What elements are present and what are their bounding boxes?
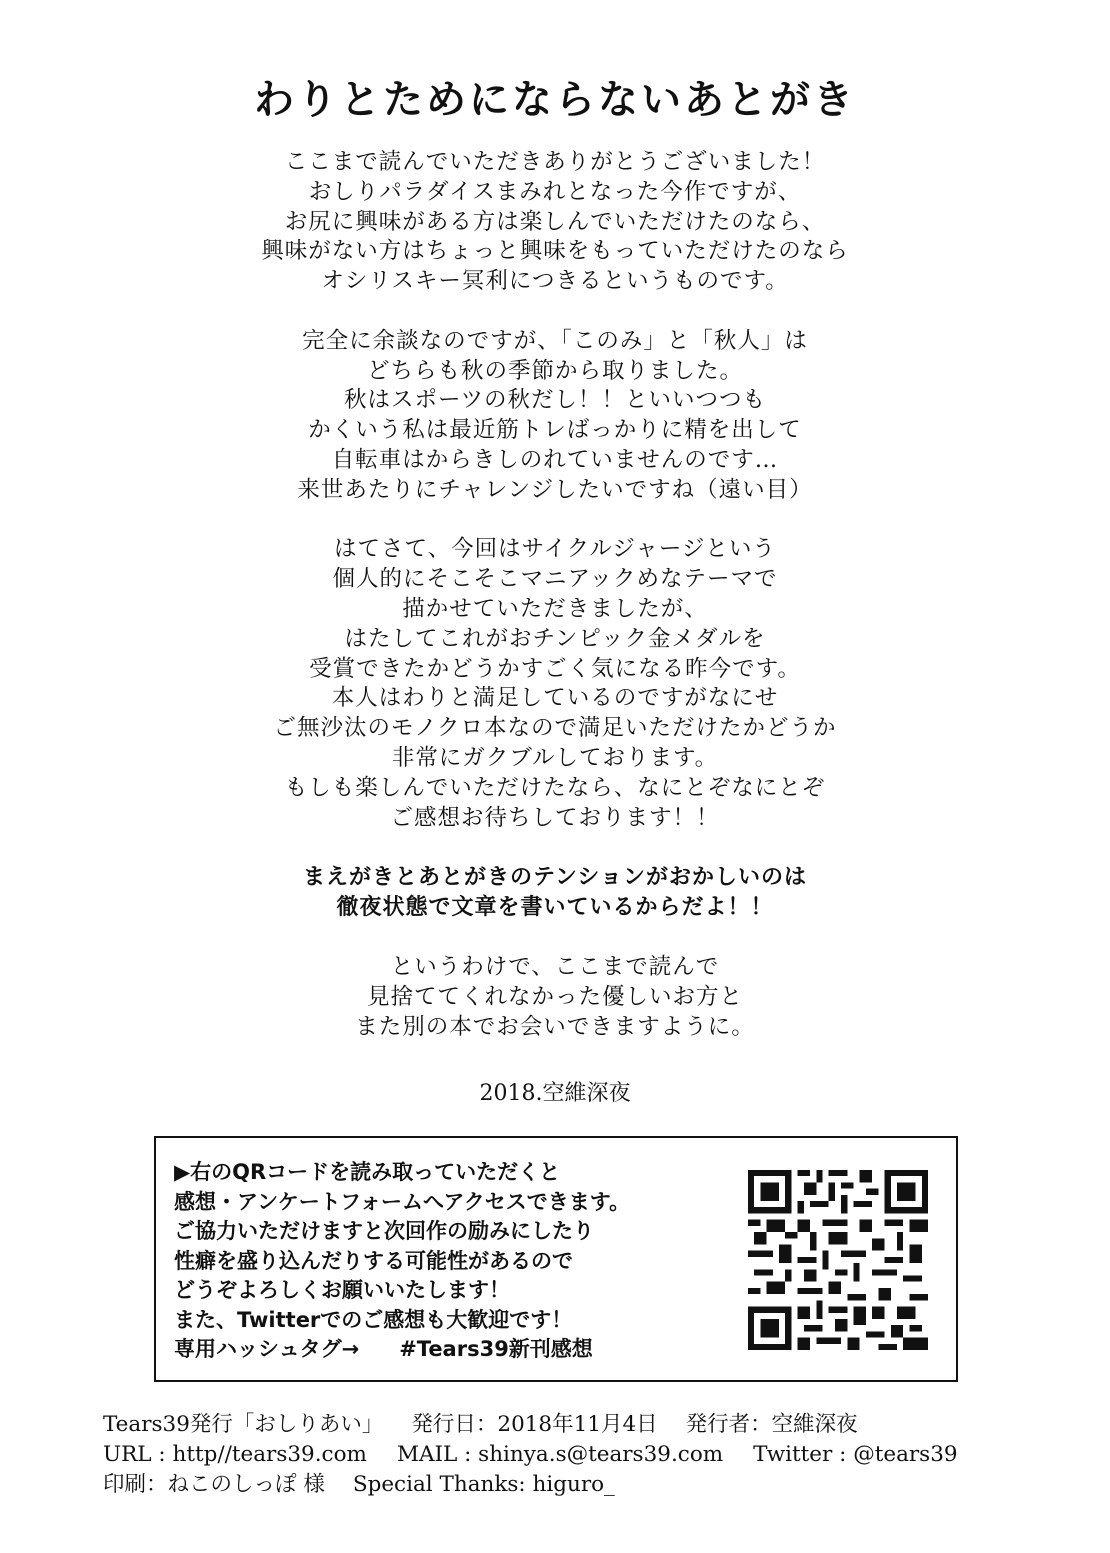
colophon-row-credits	[103, 1470, 1083, 1500]
text-line: 完全に余談なのですが、「このみ」と「秋人」は	[302, 327, 808, 354]
notice-line: 感想・アンケートフォームへアクセスできます。	[174, 1189, 631, 1214]
publisher: 発行者：空維深夜	[685, 1412, 858, 1437]
notice-line: また、Twitterでのご感想も大歓迎です！	[174, 1307, 573, 1332]
closing-paragraph	[0, 953, 1110, 1042]
survey-notice-box	[154, 1136, 958, 1382]
colophon-row-publication	[103, 1410, 1083, 1440]
text-line: 秋はスポーツの秋だし！！といいつつも	[343, 387, 767, 414]
text-line: 来世あたりにチャレンジしたいですね（遠い目）	[297, 476, 813, 503]
book-info: Tears39発行「おしりあい」	[103, 1412, 384, 1437]
afterword-body	[0, 148, 1110, 1042]
text-line: かくいう私は最近筋トレばっかりに精を出して	[308, 417, 802, 444]
notice-line: ご協力いただけますと次回作の励みにしたり	[174, 1219, 594, 1243]
website-url[interactable]: URL : http//tears39.com	[103, 1442, 367, 1467]
hashtag-label: 専用ハッシュタグ→	[174, 1337, 360, 1361]
text-line: 自転車はからきしのれていませんのです…	[331, 446, 779, 473]
text-line: おしりパラダイスまみれとなった今作ですが、	[308, 178, 802, 205]
notice-line: ▶右のQRコードを読み取っていただくと	[174, 1160, 561, 1184]
text-line: はたしてこれがおチンピック金メダルを	[344, 625, 766, 652]
text-line: どちらも秋の季節から取りました。	[366, 357, 743, 384]
text-line: はてさて、今回はサイクルジャージという	[334, 536, 776, 563]
special-thanks: Special Thanks: higuro_	[352, 1472, 615, 1497]
text-line: また別の本でお会いできますように。	[355, 1013, 755, 1040]
colophon	[103, 1410, 1083, 1500]
text-line: ご無沙汰のモノクロ本なので満足いただけたかどうか	[273, 715, 837, 742]
contact-email[interactable]: MAIL : shinya.s@tears39.com	[396, 1442, 724, 1467]
colophon-row-contact	[103, 1440, 1083, 1470]
text-line: 非常にガクブルしております。	[391, 744, 719, 771]
paragraph-1	[0, 148, 1110, 297]
notice-line: どうぞよろしくお願いいたします！	[174, 1278, 510, 1302]
hashtag-line	[174, 1335, 734, 1365]
text-line: 個人的にそこそこマニアックめなテーマで	[332, 566, 778, 593]
text-line: ご感想お待ちしております！！	[390, 804, 720, 831]
hashtag: #Tears39新刊感想	[399, 1337, 593, 1361]
text-line: お尻に興味がある方は楽しんでいただけたのなら、	[284, 208, 826, 235]
bold-text-line: まえがきとあとがきのテンションがおかしいのは	[303, 865, 807, 891]
signature: 2018.空維深夜	[479, 1081, 631, 1106]
page-title: わりとためにならないあとがき	[254, 77, 856, 123]
text-line: 見捨ててくれなかった優しいお方と	[366, 983, 743, 1010]
text-line: オシリスキー冥利につきるというものです。	[321, 268, 789, 295]
text-line: 興味がない方はちょっと興味をもっていただけたのなら	[261, 238, 849, 265]
text-line: 描かせていただきましたが、	[402, 595, 708, 622]
qr-code-icon[interactable]	[748, 1170, 928, 1350]
bold-text-line: 徹夜状態で文章を書いているからだよ！！	[336, 895, 774, 921]
notice-line: 性癖を盛り込んだりする可能性があるので	[174, 1248, 573, 1273]
bold-paragraph	[0, 863, 1110, 923]
text-line: 本人はわりと満足しているのですがなにせ	[331, 685, 779, 712]
text-line: ここまで読んでいただきありがとうございました！	[284, 149, 826, 175]
publish-date: 発行日：2018年11月4日	[411, 1412, 658, 1437]
text-line: 受賞できたかどうかすごく気になる昨今です。	[309, 655, 801, 682]
printer-credit: 印刷：ねこのしっぽ 様	[103, 1472, 325, 1497]
paragraph-3	[0, 535, 1110, 833]
paragraph-2	[0, 327, 1110, 506]
text-line: というわけで、ここまで読んで	[390, 953, 720, 980]
text-line: もしも楽しんでいただけたなら、なにとぞなにとぞ	[284, 774, 826, 801]
twitter-handle[interactable]: Twitter : @tears39	[753, 1442, 958, 1467]
survey-notice-text	[174, 1158, 734, 1365]
